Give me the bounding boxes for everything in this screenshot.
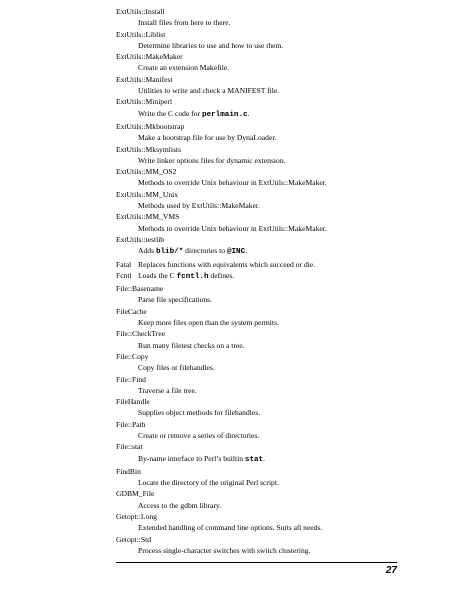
module-description: Install files from here to there.	[138, 18, 231, 28]
desc-text: Write the C code for	[138, 108, 203, 118]
list-item	[116, 396, 406, 419]
module-description: Methods used by ExtUtils::MakeMaker.	[138, 201, 260, 211]
list-item	[116, 144, 406, 167]
module-description: Methods to override Unix behaviour in ExtUtils::MakeMaker.	[138, 223, 327, 233]
module-description: Create an extension Makefile.	[138, 63, 230, 73]
list-item	[116, 351, 406, 374]
module-name: File::CheckTree	[116, 329, 166, 339]
module-description: Make a bootstrap file for use by DynaLoader.	[138, 133, 277, 143]
list-item	[116, 259, 406, 270]
list-item	[116, 29, 406, 52]
list-item	[116, 511, 406, 534]
desc-text: Adds	[138, 246, 156, 256]
code-literal: blib/*	[155, 248, 184, 257]
list-item	[116, 270, 406, 283]
module-description	[138, 108, 406, 121]
module-name: ExtUtils::Miniperl	[116, 97, 173, 107]
desc-text: .	[263, 453, 266, 463]
module-name: File::stat	[116, 442, 143, 452]
module-description: Keep more files open than the system permits.	[138, 318, 279, 328]
code-literal: stat	[244, 455, 264, 464]
module-name: ExtUtils::MakeMaker	[116, 52, 183, 62]
list-item	[116, 441, 406, 466]
module-description	[138, 453, 406, 466]
module-description: Traverse a file tree.	[138, 385, 197, 395]
module-name: FindBin	[116, 466, 141, 476]
module-name: Getopt::Long	[116, 512, 157, 522]
module-description: Process single-character switches with switch clustering.	[138, 545, 311, 555]
module-name: File::Basename	[116, 284, 164, 294]
desc-text: .	[245, 246, 248, 256]
module-name: FileCache	[116, 306, 147, 316]
module-description: Extended handling of command line options. Suits all needs.	[138, 523, 323, 533]
module-list	[116, 6, 406, 556]
list-item	[116, 121, 406, 144]
desc-text: Loads the C	[138, 270, 177, 280]
module-description: Locate the directory of the original Perl script.	[138, 478, 279, 488]
list-item	[116, 189, 406, 212]
list-item	[116, 328, 406, 351]
desc-text: defines.	[208, 270, 235, 280]
module-name: GDBM_File	[116, 489, 155, 499]
list-item	[116, 466, 406, 489]
code-literal: fcntl.h	[176, 272, 209, 281]
module-description: Utilities to write and check a MANIFEST file.	[138, 86, 280, 96]
module-name: FileHandle	[116, 397, 150, 407]
module-name: ExtUtils::Mkbootstrap	[116, 121, 185, 131]
list-item	[116, 374, 406, 397]
list-item	[116, 96, 406, 121]
desc-text: directories to	[183, 246, 227, 256]
list-item	[116, 283, 406, 306]
module-name: ExtUtils::MM_Unix	[116, 189, 179, 199]
list-item	[116, 166, 406, 189]
module-name: ExtUtils::MM_OS2	[116, 167, 177, 177]
module-name: ExtUtils::Install	[116, 7, 165, 16]
list-item	[116, 74, 406, 97]
module-description: Determine libraries to use and how to use them.	[138, 40, 284, 50]
desc-text: .	[247, 108, 250, 118]
module-description: Write linker options files for dynamic extension.	[138, 155, 286, 165]
module-name: File::Path	[116, 419, 146, 429]
list-item	[116, 6, 406, 29]
module-name: ExtUtils::Manifest	[116, 74, 173, 84]
module-name: Getopt::Std	[116, 534, 152, 544]
list-item	[116, 488, 406, 511]
list-item	[116, 306, 406, 329]
module-description: Replaces functions with equivalents which succeed or die.	[138, 259, 316, 269]
desc-text: By-name interface to Perl’s builtin	[138, 453, 245, 463]
footer-rule	[116, 562, 397, 563]
module-name: Fcntl	[116, 270, 132, 280]
module-description: Copy files or filehandles.	[138, 363, 215, 373]
module-description: Supplies object methods for filehandles.	[138, 408, 261, 418]
list-item	[116, 51, 406, 74]
module-name: Fatal	[116, 259, 132, 269]
list-item	[116, 211, 406, 234]
module-name: ExtUtils::MM_VMS	[116, 212, 180, 222]
module-name: File::Find	[116, 374, 146, 384]
module-name: ExtUtils::Liblist	[116, 29, 166, 39]
list-item	[116, 234, 406, 259]
list-item	[116, 534, 406, 557]
list-item	[116, 419, 406, 442]
code-literal: perlmain.c	[202, 110, 248, 119]
module-name: ExtUtils::testlib	[116, 234, 165, 244]
module-name: ExtUtils::Mksymlists	[116, 144, 181, 154]
module-description: Create or remove a series of directories.	[138, 430, 260, 440]
module-description: Access to the gdbm library.	[138, 500, 222, 510]
module-description: Parse file specifications.	[138, 295, 213, 305]
code-literal: @INC	[226, 248, 246, 257]
module-description: Methods to override Unix behaviour in ExtUtils::MakeMaker.	[138, 178, 327, 188]
module-description: Run many filetest checks on a tree.	[138, 340, 245, 350]
module-description	[138, 245, 406, 258]
module-name: File::Copy	[116, 351, 149, 361]
page-number: 27	[385, 565, 397, 576]
